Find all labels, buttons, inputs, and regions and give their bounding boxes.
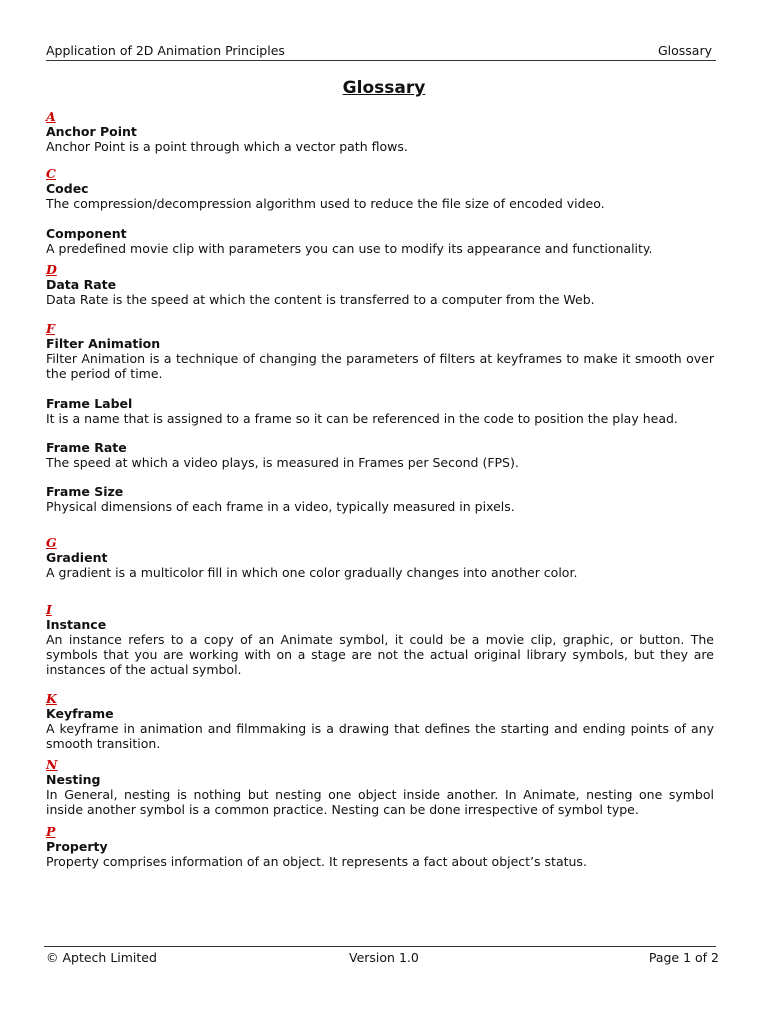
section-letter: F: [46, 321, 55, 336]
glossary-definition: Filter Animation is a technique of changing the parameters of filters at keyframes to make it smooth over the period of time.: [46, 351, 714, 381]
glossary-entry-keyframe: [46, 692, 714, 751]
footer-version: Version 1.0: [349, 950, 419, 965]
glossary-term: Keyframe: [46, 706, 114, 721]
glossary-term: Gradient: [46, 550, 108, 565]
section-letter: N: [46, 757, 58, 772]
section-letter: P: [46, 824, 56, 839]
glossary-definition: The speed at which a video plays, is measured in Frames per Second (FPS).: [46, 455, 519, 470]
page-title: Glossary: [342, 78, 426, 98]
glossary-definition: A keyframe in animation and filmmaking is a drawing that defines the starting and ending points of any smooth transition.: [46, 721, 714, 751]
glossary-entry-component: [46, 226, 714, 256]
header-left-text: Application of 2D Animation Principles: [46, 43, 285, 58]
section-letter: C: [46, 166, 56, 181]
section-letter: I: [46, 602, 52, 617]
glossary-term: Data Rate: [46, 277, 117, 292]
glossary-term: Filter Animation: [46, 336, 161, 351]
glossary-definition: Physical dimensions of each frame in a video, typically measured in pixels.: [46, 499, 515, 514]
glossary-term: Nesting: [46, 772, 101, 787]
glossary-entry-data-rate: [46, 263, 714, 307]
glossary-entry-frame-size: [46, 484, 714, 514]
section-letter: K: [46, 691, 57, 706]
glossary-definition: Property comprises information of an object. It represents a fact about object’s status.: [46, 854, 587, 869]
glossary-entry-frame-rate: [46, 440, 714, 470]
section-letter: D: [46, 262, 57, 277]
glossary-definition: It is a name that is assigned to a frame so it can be referenced in the code to position the play head.: [46, 411, 678, 426]
glossary-entry-property: [46, 825, 714, 869]
glossary-entry-anchor-point: [46, 110, 714, 154]
glossary-definition: In General, nesting is nothing but nesting one object inside another. In Animate, nesting one symbol inside another symbol is a common practice. Nesting can be done irrespective of symbol type.: [46, 787, 714, 817]
glossary-term: Component: [46, 226, 127, 241]
page-footer: [44, 946, 719, 969]
glossary-definition: An instance refers to a copy of an Animate symbol, it could be a movie clip, graphic, or button. The symbols that you are working with on a stage are not the actual original library symbols, but they are instances of the actual symbol.: [46, 632, 714, 677]
glossary-term: Anchor Point: [46, 124, 137, 139]
glossary-entry-nesting: [46, 758, 714, 817]
glossary-term: Codec: [46, 181, 89, 196]
glossary-term: Frame Rate: [46, 440, 127, 455]
glossary-entry-instance: [46, 603, 714, 677]
glossary-term: Frame Size: [46, 484, 124, 499]
glossary-definition: A gradient is a multicolor fill in which one color gradually changes into another color.: [46, 565, 578, 580]
glossary-definition: Data Rate is the speed at which the content is transferred to a computer from the Web.: [46, 292, 595, 307]
glossary-definition: The compression/decompression algorithm used to reduce the file size of encoded video.: [46, 196, 605, 211]
glossary-entry-filter-animation: [46, 322, 714, 381]
header-right-text: Glossary: [657, 43, 712, 58]
section-letter: A: [46, 109, 56, 124]
glossary-entry-gradient: [46, 536, 714, 580]
page-header: [46, 43, 716, 61]
glossary-definition: A predefined movie clip with parameters you can use to modify its appearance and functionality.: [46, 241, 653, 256]
section-letter: G: [46, 535, 57, 550]
footer-copyright: © Aptech Limited: [46, 950, 157, 965]
glossary-entry-codec: [46, 167, 714, 211]
glossary-term: Instance: [46, 617, 107, 632]
footer-page-number: Page 1 of 2: [648, 950, 719, 965]
glossary-entry-frame-label: [46, 396, 714, 426]
glossary-term: Frame Label: [46, 396, 133, 411]
glossary-definition: Anchor Point is a point through which a vector path flows.: [46, 139, 408, 154]
glossary-term: Property: [46, 839, 108, 854]
